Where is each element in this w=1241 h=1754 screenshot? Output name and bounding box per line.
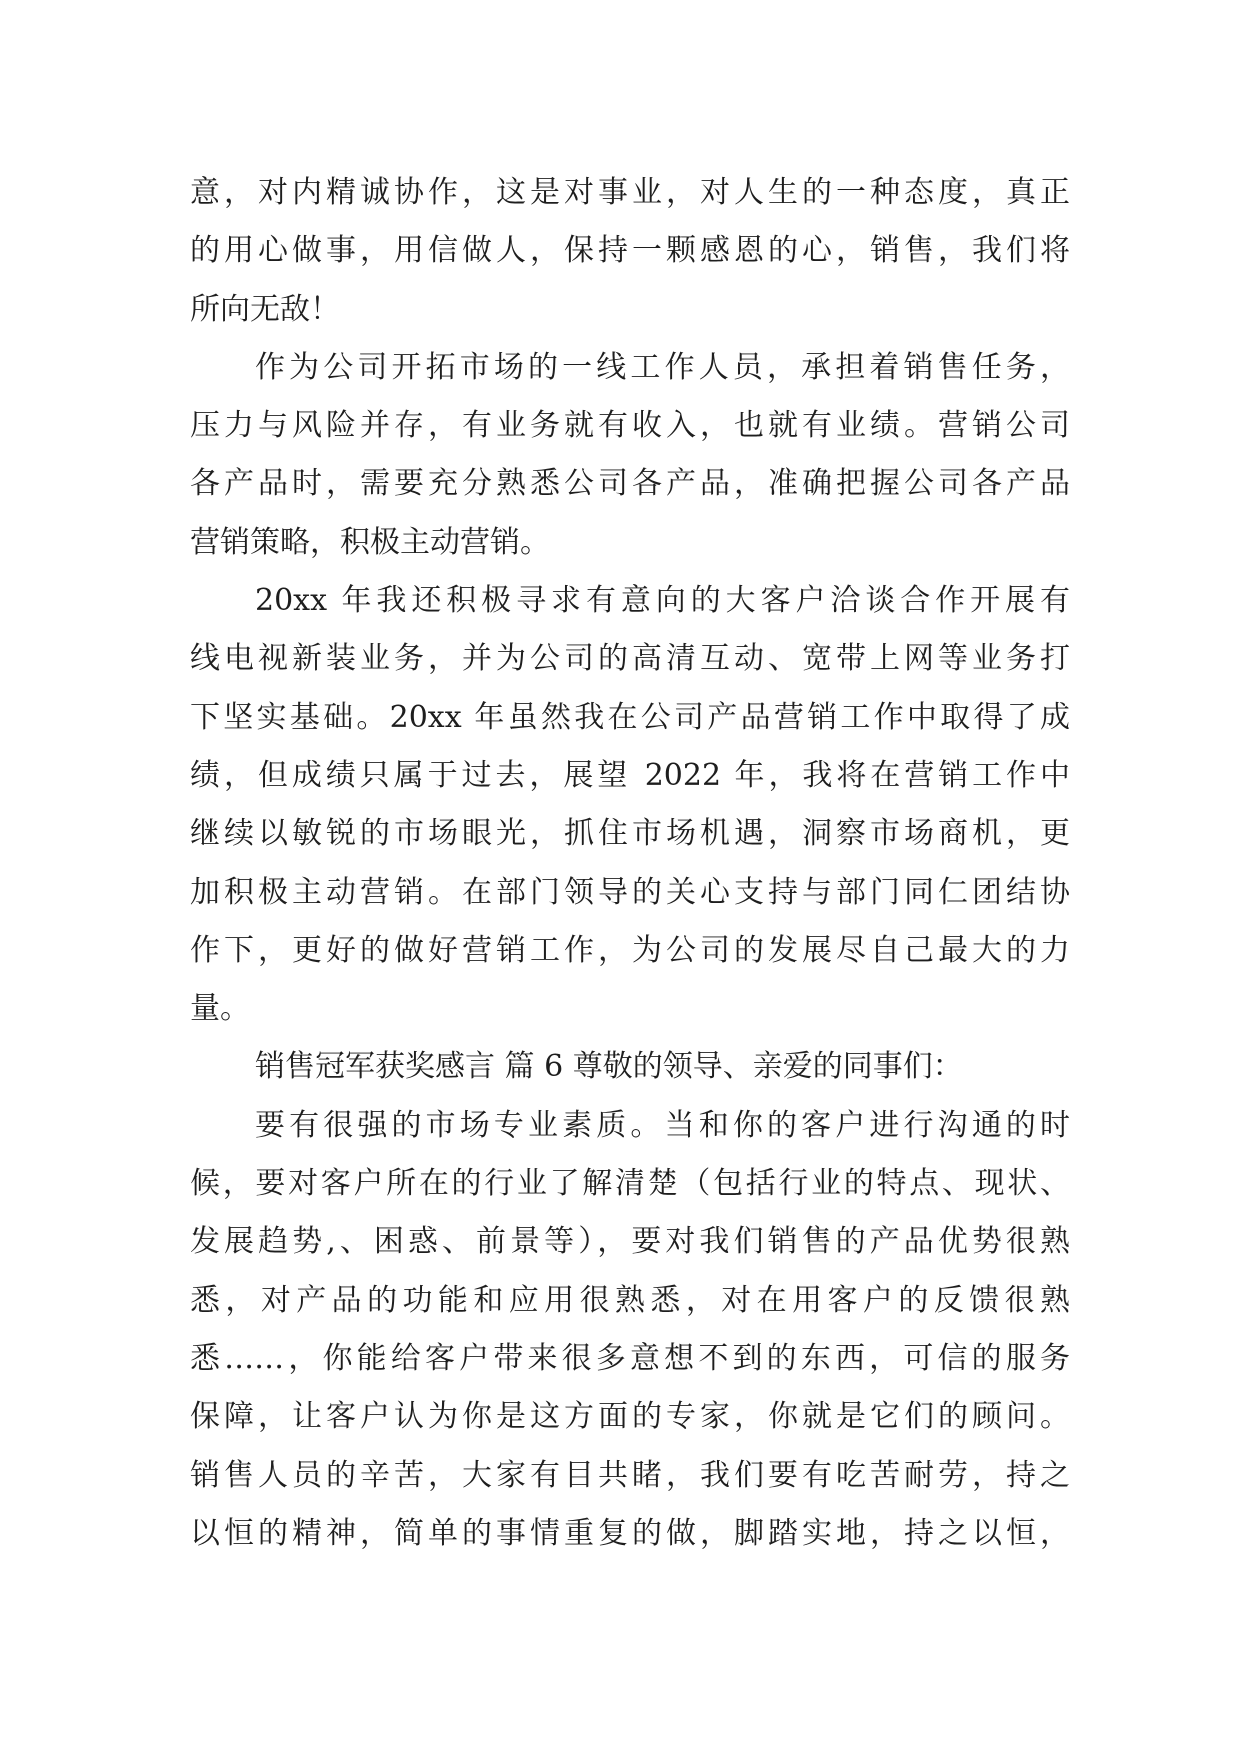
text-line: 继续以敏锐的市场眼光，抓住市场机遇，洞察市场商机，更 xyxy=(190,816,1070,852)
text-line: 线电视新装业务，并为公司的高清互动、宽带上网等业务打 xyxy=(190,641,1070,677)
text-line: 悉……，你能给客户带来很多意想不到的东西，可信的服务 xyxy=(190,1340,1070,1376)
text-line: 各产品时，需要充分熟悉公司各产品，准确把握公司各产品 xyxy=(190,466,1070,502)
text-line: 营销策略，积极主动营销。 xyxy=(190,524,550,560)
text-line: 压力与风险并存，有业务就有收入，也就有业绩。营销公司 xyxy=(190,408,1070,444)
text-line: 量。 xyxy=(190,991,250,1027)
text-line: 悉，对产品的功能和应用很熟悉，对在用客户的反馈很熟 xyxy=(190,1282,1070,1318)
text-line: 意，对内精诚协作，这是对事业，对人生的一种态度，真正 xyxy=(190,175,1070,210)
text-line: 下坚实基础。20xx 年虽然我在公司产品营销工作中取得了成 xyxy=(190,699,1070,735)
text-line: 的用心做事，用信做人，保持一颗感恩的心，销售，我们将 xyxy=(190,233,1070,269)
section-heading: 销售冠军获奖感言 篇 6 尊敬的领导、亲爱的同事们： xyxy=(255,1049,963,1085)
text-line: 作为公司开拓市场的一线工作人员，承担着销售任务， xyxy=(255,349,1070,385)
text-line: 作下，更好的做好营销工作，为公司的发展尽自己最大的力 xyxy=(190,932,1070,968)
text-line: 加积极主动营销。在部门领导的关心支持与部门同仁团结协 xyxy=(190,874,1070,910)
text-line: 发展趋势,、困惑、前景等），要对我们销售的产品优势很熟 xyxy=(190,1224,1070,1260)
text-line: 销售人员的辛苦，大家有目共睹，我们要有吃苦耐劳，持之 xyxy=(190,1457,1070,1493)
text-line: 20xx 年我还积极寻求有意向的大客户洽谈合作开展有 xyxy=(255,583,1070,619)
text-line: 以恒的精神，简单的事情重复的做，脚踏实地，持之以恒， xyxy=(190,1515,1070,1551)
text-line: 候，要对客户所在的行业了解清楚（包括行业的特点、现状、 xyxy=(190,1166,1070,1202)
text-line: 所向无敌！ xyxy=(190,291,340,327)
document-body xyxy=(190,164,1070,1563)
text-line: 绩，但成绩只属于过去，展望 2022 年，我将在营销工作中 xyxy=(190,757,1070,793)
text-line: 保障，让客户认为你是这方面的专家，你就是它们的顾问。 xyxy=(190,1399,1070,1435)
text-line: 要有很强的市场专业素质。当和你的客户进行沟通的时 xyxy=(255,1107,1070,1143)
